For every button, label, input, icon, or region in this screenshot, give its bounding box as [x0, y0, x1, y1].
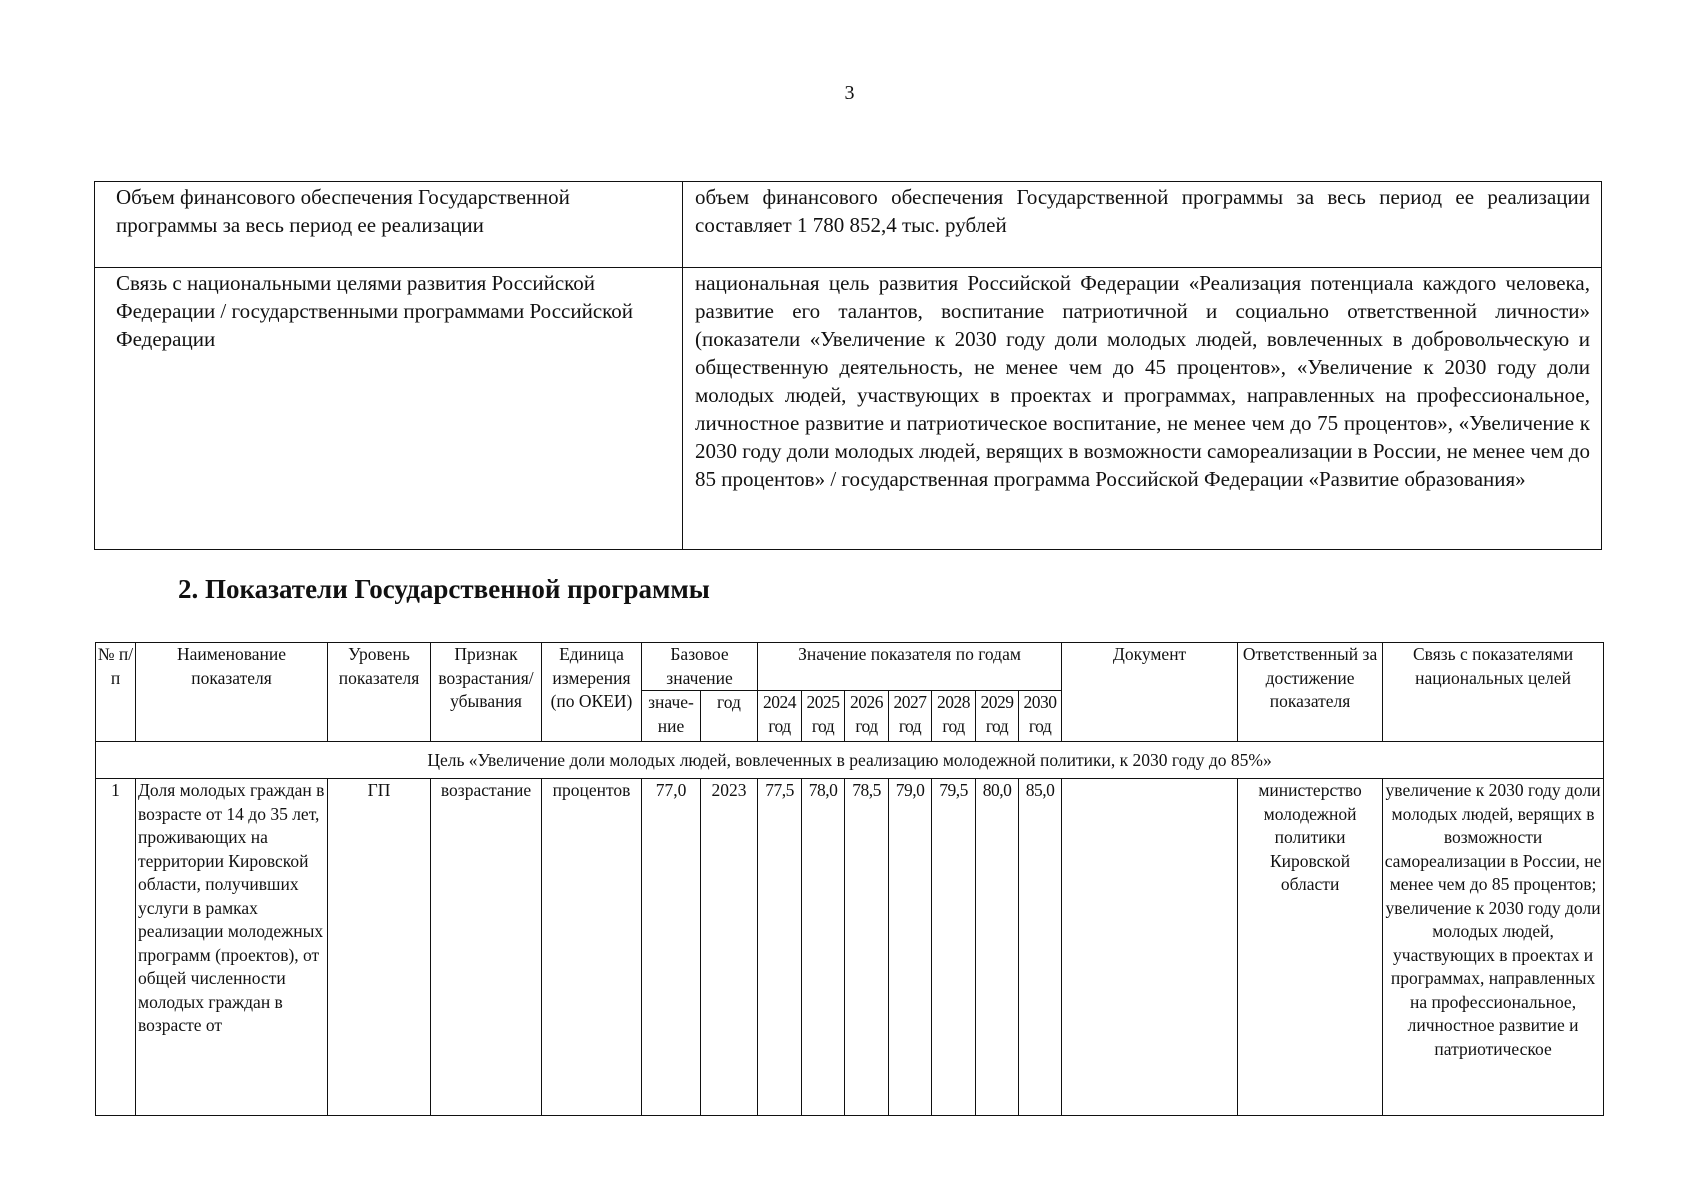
header-values-by-year: Значение показателя по годам [758, 643, 1062, 691]
cell-level: ГП [328, 779, 431, 1116]
cell-base-year: 2023 [701, 779, 758, 1116]
header-year: 2024 год [758, 691, 802, 742]
header-responsible: Ответственный за достижение показателя [1238, 643, 1383, 742]
header-unit: Единица измерения (по ОКЕИ) [542, 643, 642, 742]
passport-row-national-goals [95, 268, 1602, 550]
passport-table [94, 181, 1602, 550]
passport-value: национальная цель развития Российской Федерации «Реализация потенциала каждого человека, развитие его талантов, воспитание патриотичной и социально ответственной личности» (показатели «Увеличение к 2030 году доли молодых людей, вовлеченных в добровольческую и общественную деятельность, не менее чем до 45 процентов», «Увеличение к 2030 году доли молодых людей, участвующих в проектах и программах, направленных на профессиональное, личностное развитие и патриотическое воспитание, не менее чем до 75 процентов», «Увеличение к 2030 году доли молодых людей, верящих в возможности самореализации в России, не менее чем до 85 процентов» / государственная программа Российской Федерации «Развитие образования» [683, 268, 1602, 550]
header-year: 2029 год [976, 691, 1019, 742]
cell-unit: процентов [542, 779, 642, 1116]
cell-link: увеличение к 2030 году доли молодых людей, верящих в возможности самореализации в России, не менее чем до 85 процентов; увеличение к 2030 году доли молодых людей, участвующих в проектах и программах, направленных на профессиональное, личностное развитие и патриотическое [1383, 779, 1604, 1116]
header-name: Наименование показателя [136, 643, 328, 742]
cell-year-value: 79,5 [932, 779, 976, 1116]
cell-year-value: 79,0 [889, 779, 932, 1116]
header-year: 2026 год [845, 691, 889, 742]
cell-responsible: министерство молодежной политики Кировской области [1238, 779, 1383, 1116]
table-row [96, 779, 1604, 1116]
header-level: Уровень показателя [328, 643, 431, 742]
section-title: 2. Показатели Государственной программы [178, 574, 710, 604]
cell-year-value: 85,0 [1019, 779, 1062, 1116]
cell-document [1062, 779, 1238, 1116]
goal-row: Цель «Увеличение доли молодых людей, вовлеченных в реализацию молодежной политики, к 2030 году до 85%» [96, 742, 1604, 779]
passport-label: Объем финансового обеспечения Государственной программы за весь период ее реализации [95, 182, 683, 268]
passport-row-financing [95, 182, 1602, 268]
header-link: Связь с показателями национальных целей [1383, 643, 1604, 742]
cell-base-value: 77,0 [642, 779, 701, 1116]
header-year: 2028 год [932, 691, 976, 742]
header-base-year: год [701, 691, 758, 742]
header-document: Документ [1062, 643, 1238, 742]
header-base-value: значе-ние [642, 691, 701, 742]
cell-year-value: 77,5 [758, 779, 802, 1116]
passport-label: Связь с национальными целями развития Российской Федерации / государственными программами Российской Федерации [95, 268, 683, 550]
cell-name: Доля молодых граждан в возрасте от 14 до 35 лет, проживающих на территории Кировской области, получивших услуги в рамках реализации молодежных программ (проектов), от общей численности молодых граждан в возрасте от [136, 779, 328, 1116]
header-year: 2025 год [802, 691, 845, 742]
cell-year-value: 78,5 [845, 779, 889, 1116]
header-trend: Признак возрастания/ убывания [431, 643, 542, 742]
cell-year-value: 78,0 [802, 779, 845, 1116]
header-year: 2027 год [889, 691, 932, 742]
cell-trend: возрастание [431, 779, 542, 1116]
cell-num: 1 [96, 779, 136, 1116]
header-base: Базовое значение [642, 643, 758, 691]
header-num: № п/п [96, 643, 136, 742]
indicators-table [95, 642, 1604, 1116]
passport-value: объем финансового обеспечения Государственной программы за весь период ее реализации составляет 1 780 852,4 тыс. рублей [683, 182, 1602, 268]
cell-year-value: 80,0 [976, 779, 1019, 1116]
page-number: 3 [844, 82, 855, 104]
header-year: 2030 год [1019, 691, 1062, 742]
